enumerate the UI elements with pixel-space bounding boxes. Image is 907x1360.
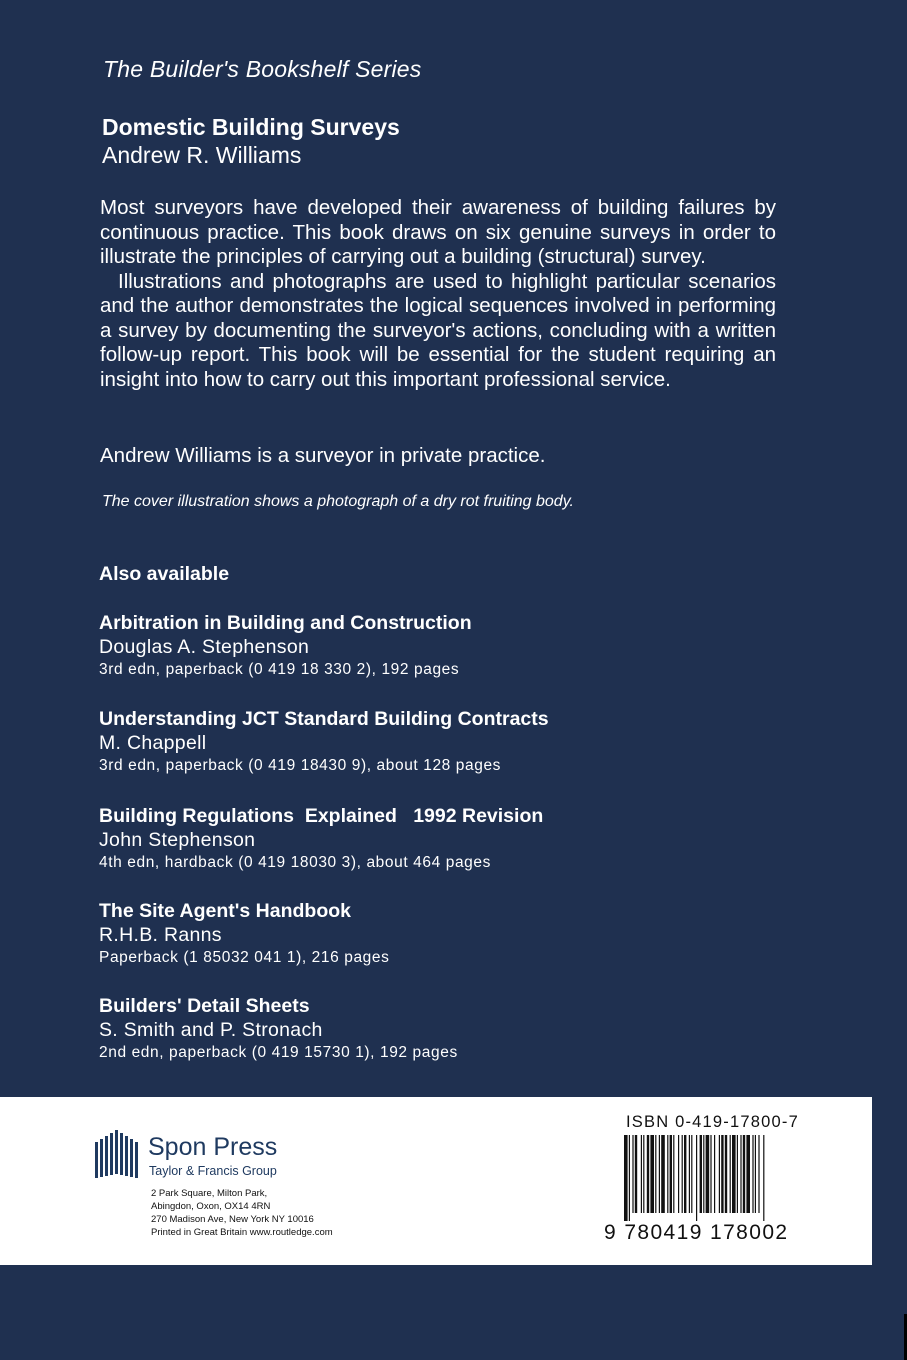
barcode-bar <box>624 1135 628 1221</box>
address-line: 2 Park Square, Milton Park, <box>151 1188 268 1199</box>
barcode-bar <box>682 1135 683 1213</box>
barcode-bar <box>725 1135 727 1213</box>
series-name: The Builder's Bookshelf Series <box>103 56 422 82</box>
barcode-bar <box>710 1135 711 1213</box>
barcode-bar <box>659 1135 660 1213</box>
barcode-bar <box>737 1135 738 1213</box>
address-line: Printed in Great Britain www.routledge.com <box>151 1227 333 1238</box>
barcode-bar <box>732 1135 736 1213</box>
also-available-book <box>99 804 799 874</box>
blurb-paragraph: Most surveyors have developed their awareness of building failures by continuous practice. This book draws on six genuine surveys in order to illustrate the principles of carrying out a building (structural) survey. <box>100 196 776 268</box>
also-book-title: Understanding JCT Standard Building Contracts <box>99 708 549 730</box>
blurb-paragraph: Illustrations and photographs are used to highlight particular scenarios and the author demonstrates the logical sequences involved in performing a survey by documenting the surveyor's actions, concluding with a written follow-up report. This book will be essential for the student requiring an insight into how to carry out this important professional service. <box>100 269 776 391</box>
barcode-bar <box>689 1135 690 1213</box>
barcode-bar <box>714 1135 715 1213</box>
publisher-group: Taylor & Francis Group <box>149 1164 277 1178</box>
also-book-author: R.H.B. Ranns <box>99 924 222 946</box>
also-book-author: S. Smith and P. Stronach <box>99 1019 323 1041</box>
also-book-author: Douglas A. Stephenson <box>99 636 310 658</box>
barcode-bar <box>721 1135 723 1213</box>
barcode-bar <box>661 1135 665 1213</box>
barcode-bar <box>719 1135 720 1213</box>
barcode-bar <box>706 1135 710 1213</box>
also-available-book <box>99 994 799 1064</box>
barcode-bar <box>691 1135 692 1213</box>
also-book-author: John Stephenson <box>99 829 256 851</box>
publisher-name: Spon Press <box>148 1133 278 1161</box>
barcode-bar <box>740 1135 741 1213</box>
barcode-bar <box>696 1135 697 1221</box>
barcode-bar <box>655 1135 656 1213</box>
address-line: Abingdon, Oxon, OX14 4RN <box>151 1201 271 1212</box>
barcode-bar <box>743 1135 745 1213</box>
publisher-address <box>151 1187 333 1239</box>
also-book-title: Arbitration in Building and Construction <box>99 612 472 634</box>
also-available-book <box>99 899 799 969</box>
barcode-bar <box>643 1135 644 1213</box>
barcode-bar <box>752 1135 753 1213</box>
barcode-bar <box>730 1135 731 1213</box>
also-available-heading: Also available <box>99 563 230 585</box>
also-available-book <box>99 707 799 777</box>
also-book-detail: 3rd edn, paperback (0 419 18 330 2), 192 pages <box>99 661 460 678</box>
also-book-detail: Paperback (1 85032 041 1), 216 pages <box>99 949 390 966</box>
also-book-title: Builders' Detail Sheets <box>99 995 310 1017</box>
barcode-bar <box>650 1135 654 1213</box>
also-book-title: Building Regulations Explained 1992 Revision <box>99 805 544 827</box>
about-author: Andrew Williams is a surveyor in private practice. <box>100 444 546 467</box>
barcode-bar <box>629 1135 630 1221</box>
barcode-bar <box>667 1135 668 1213</box>
barcode-bar <box>678 1135 679 1213</box>
barcode-bar <box>755 1135 756 1213</box>
also-book-detail: 4th edn, hardback (0 419 18030 3), about 464 pages <box>99 854 491 871</box>
address-line: 270 Madison Ave, New York NY 10016 <box>151 1214 314 1225</box>
barcode-bar <box>635 1135 637 1213</box>
barcode-bar <box>647 1135 649 1213</box>
barcode-bar <box>746 1135 750 1213</box>
also-book-detail: 3rd edn, paperback (0 419 18430 9), about 128 pages <box>99 757 502 774</box>
isbn-label: ISBN 0-419-17800-7 <box>626 1113 799 1131</box>
also-available-book <box>99 611 799 681</box>
also-book-author: M. Chappell <box>99 732 207 754</box>
barcode-bar <box>700 1135 702 1213</box>
barcode-digits: 9 780419 178002 <box>604 1221 789 1244</box>
publisher-panel <box>0 1097 872 1265</box>
also-book-detail: 2nd edn, paperback (0 419 15730 1), 192 pages <box>99 1044 458 1061</box>
spon-press-logo-icon <box>95 1130 141 1189</box>
cover-caption: The cover illustration shows a photograph of a dry rot fruiting body. <box>102 493 574 510</box>
barcode-bar <box>641 1135 642 1213</box>
barcode <box>622 1135 804 1226</box>
book-author: Andrew R. Williams <box>102 142 302 168</box>
barcode-bar <box>763 1135 764 1221</box>
barcode-bar <box>684 1135 686 1213</box>
barcode-bar <box>670 1135 672 1213</box>
barcode-bar <box>632 1135 633 1213</box>
also-book-title: The Site Agent's Handbook <box>99 900 352 922</box>
barcode-bar <box>673 1135 674 1213</box>
blurb <box>100 196 776 392</box>
barcode-bar <box>758 1135 759 1213</box>
book-title: Domestic Building Surveys <box>102 114 400 140</box>
barcode-bar <box>703 1135 704 1213</box>
